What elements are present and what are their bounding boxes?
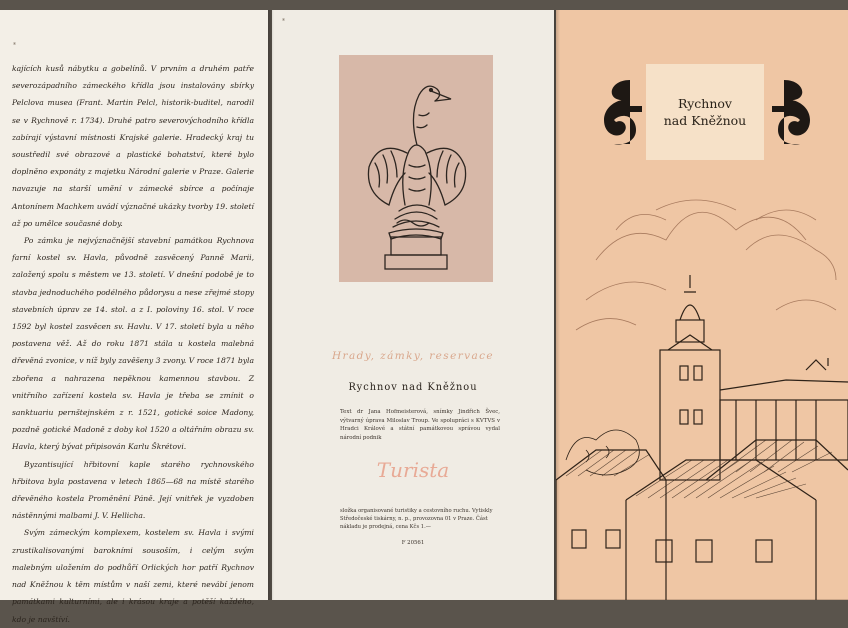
left-page [0,10,268,624]
star-mark: * [13,42,16,49]
series-title: Hrady, zámky, reservace [331,350,495,362]
turista-logo: Turista [376,458,450,482]
cover-title-box [646,64,764,160]
fold-shadow [554,10,560,600]
paragraph: kajících kusů nábytku a gobelínů. V prvním a druhém patře severozápadního zámeckého křídla jsou instalovány sbírky Pelclova musea (Frant. Martin Pelcl, historik-buditel, narodil se v Rychnově r. 1734). Druhé patro severovýchodního křídla zabírají výstavní místnosti Krajské galerie. Hradecký kraj tu soustředil své obrazové a plastické bohatství, které bylo doplněno exponáty z majetku Národní galerie v Praze. Galerie navazuje na starší umění v zámecké sbírce a počínaje Antonínem Machkem uvádí význačné ukázky tvorby 19. století až po umělce současné doby. [12,64,254,228]
town-title: Rychnov nad Kněžnou [348,382,478,393]
pelican-illustration [339,55,493,282]
pelican-statue-icon [339,55,493,282]
middle-page [272,10,554,600]
cover-title-line2: nad Kněžnou [663,113,747,128]
cover-title-line1: Rychnov [678,96,732,111]
fold-shadow [268,10,274,600]
paragraph: Po zámku je nejvýznačnější stavební památkou Rychnova farní kostel sv. Havla, původně zasvěcený Panně Marii, založený spolu s městem ve 13. století. V dnešní podobě je to stavba jednoduchého podélného půdorysu a nese zřejmé stopy stavebních úprav ze 14. stol. a z I. poloviny 16. stol. V roce 1592 byl kostel zasvěcen sv. Havlu. V 17. století byla u něho postavena věž. Až do roku 1871 stála u kostela malebná dřevěná zvonice, v níž byly zavěšeny 3 zvony. V roce 1871 byla zbořena a nahrazena nepěknou kamennou stavbou. Z vnitřního zařízení kostela sv. Havla je třeba se zmínit o sanktuariu pernštejnském z r. 1521, gotické soice Madony, pozdně gotické Madoně z doby kol 1520 a oltářním obrazu sv. Havla, který bývat připisován Karlu Škrétovi. [12,236,254,452]
scroll-ornament-icon [770,76,814,148]
paragraph: Svým zámeckým komplexem, kostelem sv. Havla i svými zrustikalisovanými barokními sousoším, i celým svým malebným uložením do podhůří Orlických hor patří Rychnov nad Kněžnou k těm místům v naší zemi, které nevábí jenom památkami kulturními, ale i krásou kraje a potěší každého, kdo je navštíví. [12,528,254,624]
scroll-ornament-icon [600,76,644,148]
credits-text: Text dr Jana Hofmeisterová, snímky Jindřich Švec, výtvarný úprava Miloslav Troup. Ve spolupráci s KVTVS v Hradci Králové a státní památkovou správou vydal národní podnik [340,409,500,441]
star-mark: * [282,18,285,25]
publisher-text: složka organisované turistiky a cestovního ruchu. Vytiskly Středočeské tiskárny, n. p., provozovna 01 v Praze. Část nákladu je prodejná, cena Kčs 1.— [340,508,493,531]
print-code: F 20561 [401,540,425,546]
body-text [12,60,254,628]
paragraph: Byzantisující hřbitovní kaple starého rychnovského hřbitova byla postavena v letech 1865—68 na místě starého dřevěného kostela Proměnění Páně. Její vnitřek je vyzdoben nástěnnými malbami J. V. Hellicha. [12,459,254,521]
cover-page [556,10,848,600]
